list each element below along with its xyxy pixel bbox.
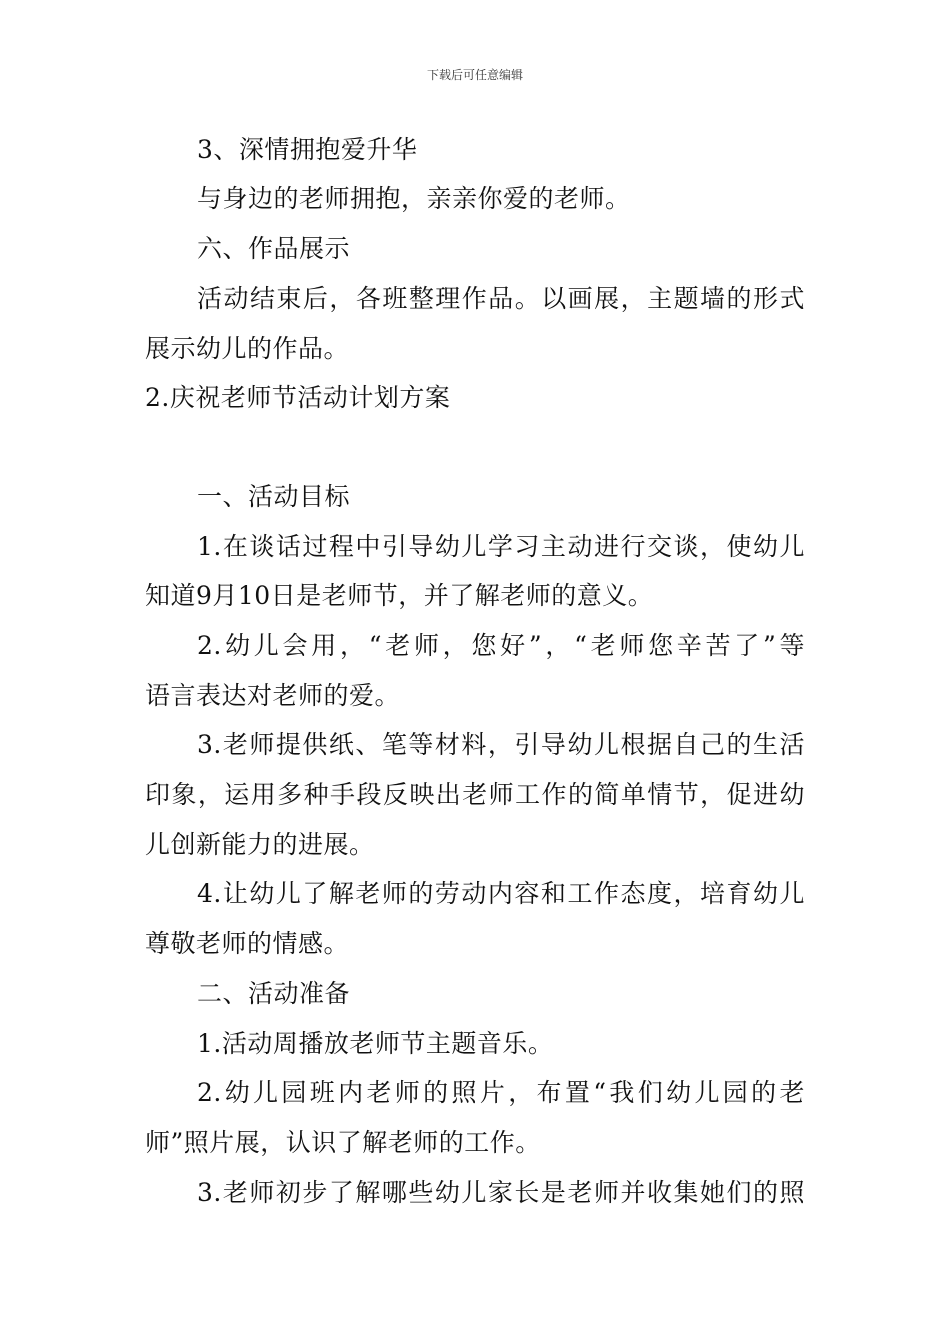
- paragraph-line: 活动结束后，各班整理作品。以画展，主题墙的形式: [197, 284, 805, 313]
- paragraph-line: 展示幼儿的作品。: [145, 334, 350, 363]
- paragraph-line: 语言表达对老师的爱。: [145, 681, 401, 710]
- section-heading: 一、活动目标: [197, 482, 351, 511]
- paragraph-line: 尊敬老师的情感。: [145, 929, 350, 958]
- paragraph-line: 儿创新能力的进展。: [145, 830, 375, 859]
- document-title: 2.庆祝老师节活动计划方案: [145, 383, 451, 412]
- paragraph-line: 3.老师提供纸、笔等材料，引导幼儿根据自己的生活: [197, 730, 805, 759]
- section-heading: 3、深情拥抱爱升华: [197, 135, 418, 164]
- section-heading: 六、作品展示: [197, 234, 351, 263]
- paragraph-line: 1.在谈话过程中引导幼儿学习主动进行交谈，使幼儿: [197, 532, 805, 561]
- paragraph-line: 师”照片展，认识了解老师的工作。: [145, 1128, 541, 1157]
- page-header-note: 下载后可任意编辑: [426, 68, 523, 82]
- paragraph-line: 2.幼儿会用，“老师，您好”，“老师您辛苦了”等: [197, 631, 805, 660]
- section-heading: 二、活动准备: [197, 979, 351, 1008]
- paragraph-line: 印象，运用多种手段反映出老师工作的简单情节，促进幼: [145, 780, 805, 809]
- paragraph-line: 2.幼儿园班内老师的照片，布置“我们幼儿园的老: [197, 1078, 805, 1107]
- paragraph-line: 4.让幼儿了解老师的劳动内容和工作态度，培育幼儿: [197, 879, 805, 908]
- paragraph-line: 3.老师初步了解哪些幼儿家长是老师并收集她们的照: [197, 1178, 805, 1207]
- paragraph-line: 与身边的老师拥抱，亲亲你爱的老师。: [197, 184, 631, 213]
- paragraph-line: 知道9月10日是老师节，并了解老师的意义。: [145, 581, 654, 610]
- paragraph-line: 1.活动周播放老师节主题音乐。: [197, 1029, 554, 1058]
